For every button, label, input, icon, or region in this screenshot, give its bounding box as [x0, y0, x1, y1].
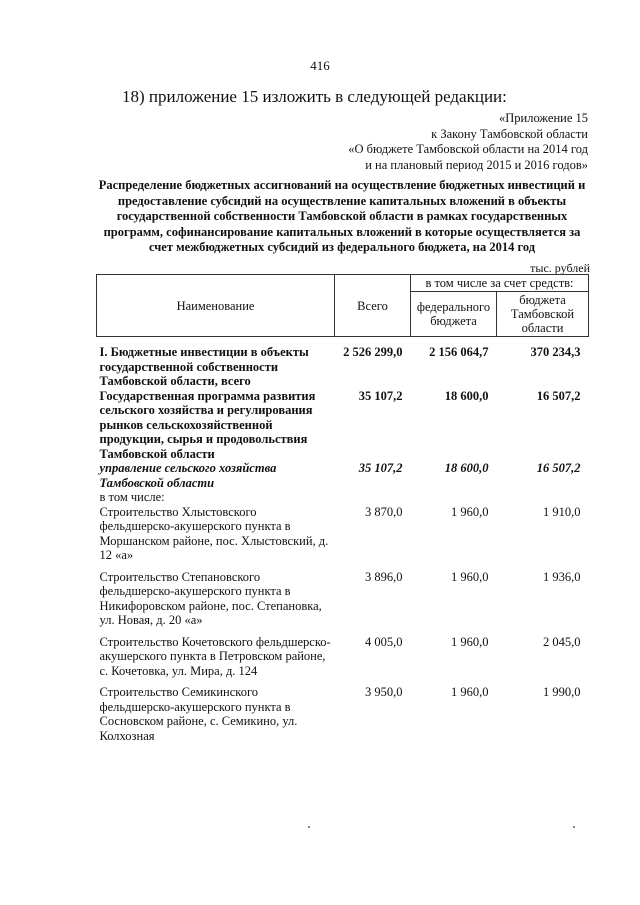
table-body	[97, 337, 589, 751]
header-name: Наименование	[97, 275, 335, 337]
table-row	[97, 685, 589, 750]
table-row	[97, 490, 589, 505]
scan-speck	[308, 826, 310, 828]
header-regional: бюджета Тамбовской области	[497, 292, 589, 337]
cell-total: 3 896,0	[365, 569, 403, 584]
cell-federal: 2 156 064,7	[429, 345, 489, 359]
table-header	[97, 275, 589, 337]
cell-federal: 1 960,0	[451, 504, 489, 519]
header-including: в том числе за счет средств:	[411, 275, 589, 292]
document-title: Распределение бюджетных ассигнований на осуществление бюджетных инвестиций и предоставление субсидий на осуществление капитальных вложений в объекты государственной собственности Тамбовской области в рамках государственных программ, софинансирование капитальных вложений в которые осуществляется за счет межбюджетных субсидий из федерального бюджета, на 2014 год	[98, 178, 586, 254]
cell-name: управление сельского хозяйства Тамбовской области	[99, 461, 277, 490]
annex-line: «Приложение 15	[499, 111, 588, 125]
unit-label: тыс. рублей	[530, 261, 590, 275]
table-row	[97, 570, 589, 635]
cell-federal: 1 960,0	[451, 685, 489, 699]
scan-speck	[573, 826, 575, 828]
intro-line: 18) приложение 15 изложить в следующей редакции:	[122, 87, 507, 106]
table-row	[97, 505, 589, 570]
cell-total: 35 107,2	[358, 388, 403, 403]
cell-total: 4 005,0	[365, 634, 403, 649]
cell-regional	[497, 490, 589, 505]
cell-name: Строительство Хлыстовского фельдшерско-акушерского пункта в Моршанском районе, пос. Хлыстовский, д. 12 «а»	[99, 504, 329, 562]
annex-line: и на плановый период 2015 и 2016 годов»	[365, 157, 588, 172]
cell-total	[335, 490, 411, 505]
cell-name: I. Бюджетные инвестиции в объекты государственной собственности Тамбовской области, всего	[99, 345, 309, 388]
cell-regional: 16 507,2	[536, 388, 581, 403]
table-row	[97, 461, 589, 490]
cell-regional: 1 910,0	[543, 504, 581, 519]
cell-federal: 1 960,0	[451, 569, 489, 584]
annex-line: «О бюджете Тамбовской области на 2014 год	[348, 142, 588, 156]
header-total: Всего	[335, 275, 411, 337]
cell-federal: 1 960,0	[451, 634, 489, 649]
budget-table	[96, 274, 589, 750]
cell-regional: 16 507,2	[536, 461, 581, 475]
cell-name: Государственная программа развития сельского хозяйства и регулирования рынков сельскохозяйственной продукции, сырья и продовольствия Тамбовской области	[99, 388, 316, 461]
cell-total: 3 950,0	[365, 685, 403, 699]
cell-total: 3 870,0	[365, 504, 403, 519]
header-federal: федерального бюджета	[411, 292, 497, 337]
table-row	[97, 389, 589, 462]
cell-total: 35 107,2	[358, 461, 403, 475]
cell-federal: 18 600,0	[444, 388, 489, 403]
cell-federal	[411, 490, 497, 505]
cell-name: в том числе:	[99, 490, 165, 504]
cell-total: 2 526 299,0	[343, 345, 403, 359]
page-number: 416	[310, 58, 330, 73]
annex-line: к Закону Тамбовской области	[431, 126, 588, 141]
table-row	[97, 345, 589, 389]
table-row	[97, 635, 589, 686]
cell-regional: 1 990,0	[543, 685, 581, 699]
cell-federal: 18 600,0	[444, 461, 489, 475]
cell-name: Строительство Семикинского фельдшерско-акушерского пункта в Сосновском районе, с. Семикино, ул. Колхозная	[99, 685, 298, 743]
cell-name: Строительство Кочетовского фельдшерско-акушерского пункта в Петровском районе, с. Кочетовка, ул. Мира, д. 124	[99, 634, 331, 678]
cell-name: Строительство Степановского фельдшерско-акушерского пункта в Никифоровском районе, пос. Степановка, ул. Новая, д. 20 «а»	[99, 569, 322, 627]
cell-regional: 2 045,0	[543, 634, 581, 649]
cell-regional: 370 234,3	[530, 345, 581, 359]
cell-regional: 1 936,0	[543, 569, 581, 584]
annex-header	[348, 111, 588, 173]
